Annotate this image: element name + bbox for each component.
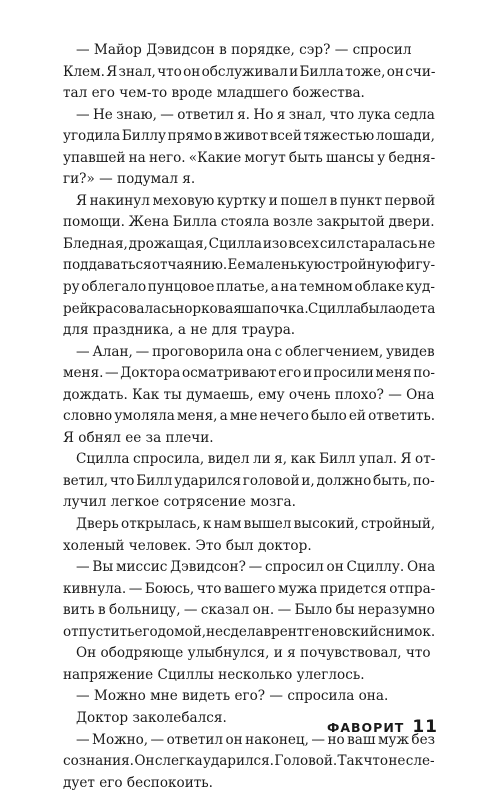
text-line: — Майор Дэвидсон в порядке, сэр? — спросил [76,42,412,58]
body-text [63,40,435,794]
text-line: — Алан, — проговорила она с облегчением, увидев [76,343,435,360]
text-line: ги?» — подумал я. [63,171,196,188]
text-line: Сцилла спросила, видел ли я, как Билл упал. Я от- [76,451,435,468]
text-line: — Не знаю, — ответил я. Но я знал, что лука седла [76,106,435,123]
text-line: тал его чем-то вроде младшего божества. [63,85,365,102]
text-line: вить в больницу, — сказал он. — Было бы неразумно [63,602,435,619]
text-line: дует его беспокоить. [63,774,213,791]
text-line: Дверь открылась, к нам вышел высокий, стройный, [76,516,435,533]
text-line: — Можно мне видеть его? — спросила она. [76,688,389,705]
text-line: для праздника, а не для траура. [63,322,296,339]
text-line: лучил легкое сотрясение мозга. [63,494,296,511]
text-line: Я накинул меховую куртку и пошел в пункт первой [76,192,435,209]
text-line: холеный человек. Это был доктор. [63,537,312,554]
text-line: ветил, что Билл ударился головой и, должно быть, по- [63,472,435,489]
text-line: — Можно, — ответил он наконец, — но ваш муж без [76,731,435,748]
text-line: словно умоляла меня, а мне нечего было ей ответить. [63,408,435,425]
page-number: 11 [412,717,438,737]
text-line: ру облегало пунцовое платье, а на темном облаке куд- [63,279,435,296]
text-line: меня. — Доктора осматривают его и просили меня по- [63,365,435,382]
text-line: помощи. Жена Билла стояла возле закрытой двери. [63,214,435,231]
text-line: Бледная, дрожащая, Сцилла изо всех сил старалась не [63,235,435,252]
text-line: Клем. Я знал, что он обслуживал и Билла тоже, он счи- [63,63,435,80]
text-line: поддаваться отчаянию. Ее маленькую стройную фигу- [63,257,435,274]
text-line: упавшей на него. «Какие могут быть шансы у бедня- [63,149,435,166]
text-line: кивнула. — Боюсь, что вашего мужа придется отпра- [63,580,435,597]
text-line: Я обнял ее за плечи. [63,429,214,446]
text-line: Доктор заколебался. [76,709,227,726]
text-line: отпустить его домой, не сделав рентгеновский снимок. [63,623,435,640]
text-line: угодила Биллу прямо в живот всей тяжестью лошади, [63,128,435,145]
text-line: — Вы миссис Дэвидсон? — спросил он Сциллу. Она [76,559,435,576]
text-line: напряжение Сциллы несколько улеглось. [63,666,365,683]
text-line: дождать. Как ты думаешь, ему очень плохо? — Она [63,386,435,403]
text-line: сознания. Он слегка ударился. Головой. Так что не сле- [63,753,435,770]
running-title: ФАВОРИТ [326,720,405,735]
text-line: Он ободряюще улыбнулся, и я почувствовал, что [76,645,431,662]
page-footer [327,717,438,739]
text-line: рей красовалась норковая шапочка. Сцилла была одета [63,300,435,317]
